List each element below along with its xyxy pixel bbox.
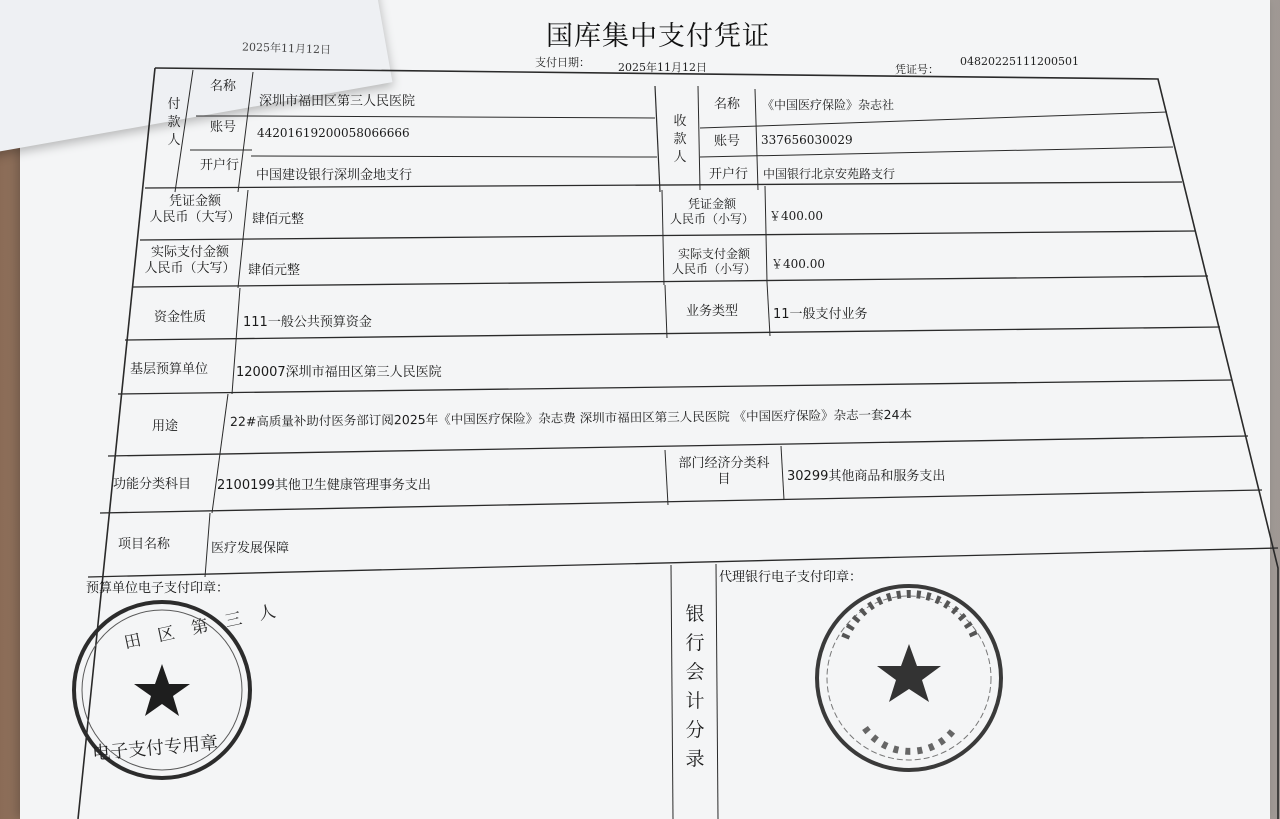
payer-account-label: 账号 [210,120,237,135]
payer-account: 44201619200058066666 [257,126,410,140]
unit-seal-label: 预算单位电子支付印章： [86,581,230,596]
budget-unit-label: 基层预算单位 [130,362,209,377]
payee-account: 337656030029 [761,133,853,147]
voucher-number-label: 凭证号： [895,63,939,76]
payer-label: 付款人 [167,97,181,148]
payee-account-label: 账号 [714,134,741,149]
voucher-amount-lower: ￥400.00 [769,209,823,223]
business-type-label: 业务类型 [686,304,739,319]
bank-electronic-payment-seal [805,578,1015,788]
payment-date-label: 支付日期： [535,56,590,69]
purpose-label: 用途 [152,419,179,434]
actual-amount-lower: ￥400.00 [771,257,825,271]
function-category: 2100199其他卫生健康管理事务支出 [217,478,431,493]
voucher-amount-lower-label: 凭证金额 人民币（小写） [669,197,754,226]
unit-seal-top-text: 田 区 第 三 人 [122,600,284,654]
purpose: 22#高质量补助付医务部订阅2025年《中国医疗保险》杂志费 深圳市福田区第三人民医院 《中国医疗保险》杂志一套24本 [229,406,913,429]
actual-amount-lower-label: 实际支付金额 人民币（小写） [671,247,756,276]
voucher-amount-upper: 肆佰元整 [252,212,305,227]
payee-bank: 中国银行北京安苑路支行 [763,167,896,181]
payee-bank-label: 开户行 [709,167,749,182]
bank-seal-label: 代理银行电子支付印章： [719,570,863,585]
payee-name-label: 名称 [714,97,741,112]
fund-nature: 111一般公共预算资金 [243,315,372,330]
actual-amount-upper: 肆佰元整 [248,263,301,278]
payer-bank-label: 开户行 [200,158,240,173]
voucher-amount-upper-label: 凭证金额 人民币（大写） [149,194,241,226]
payer-name: 深圳市福田区第三人民医院 [259,94,416,109]
voucher-number: 04820225111200501 [960,55,1079,68]
function-category-label: 功能分类科目 [113,477,192,492]
actual-amount-upper-label: 实际支付金额 人民币（大写） [144,245,236,277]
bank-accounting-entry: 银行会计分录 [685,603,705,770]
payment-date: 2025年11月12日 [618,61,707,74]
payer-name-label: 名称 [210,79,237,94]
project-name-label: 项目名称 [118,537,171,552]
project-name: 医疗发展保障 [211,541,290,556]
budget-unit: 120007深圳市福田区第三人民医院 [236,365,442,380]
payer-bank: 中国建设银行深圳金地支行 [256,168,413,183]
business-type: 11一般支付业务 [773,307,868,322]
payee-label: 收款人 [673,114,687,165]
unit-seal-text: 电子支付专用章 [91,732,219,765]
fund-nature-label: 资金性质 [154,310,207,325]
economic-category: 30299其他商品和服务支出 [787,469,946,484]
underlying-sheet-date: 2025年11月12日 [241,40,332,57]
payee-name: 《中国医疗保险》杂志社 [762,98,895,112]
economic-category-label: 部门经济分类科 目 [678,456,770,488]
voucher-title: 国库集中支付凭证 [546,21,770,52]
